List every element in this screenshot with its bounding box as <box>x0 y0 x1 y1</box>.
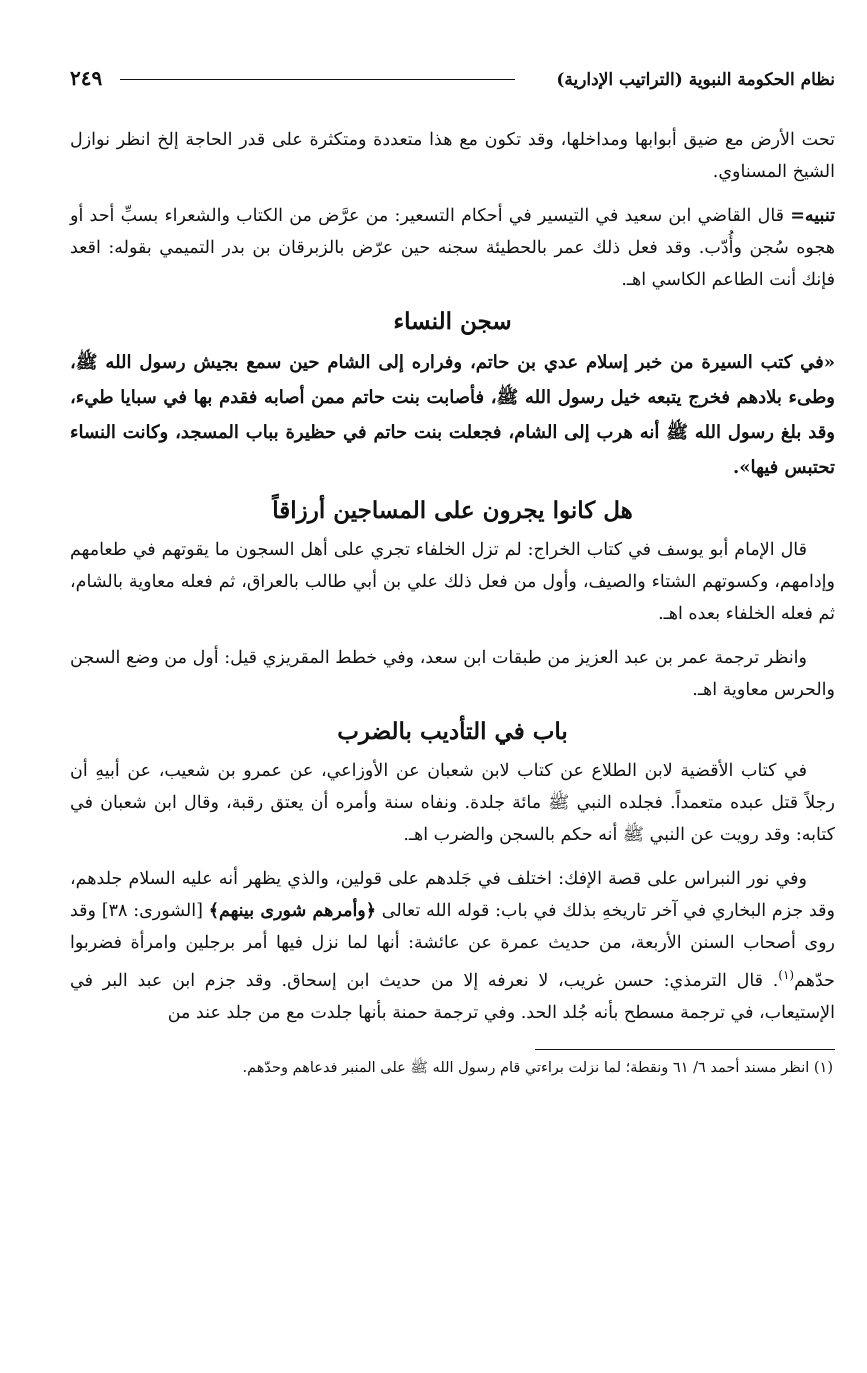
quote-adi-bin-hatim: «في كتب السيرة من خبر إسلام عدي بن حاتم، وفراره إلى الشام حين سمع بجيش رسول الله ﷺ، وطىء بلادهم فخرج يتبعه خيل رسول الله ﷺ، فأصابت بنت حاتم ممن أصابه فقدم بها في سبايا طيء، وقد بلغ رسول الله ﷺ أنه هرب إلى الشام، فجعلت بنت حاتم في حظيرة بباب المسجد، وكانت النساء تحتبس فيها». <box>70 352 835 478</box>
running-header <box>70 50 835 90</box>
paragraph-2-text: قال القاضي ابن سعيد في التيسير في أحكام التسعير: من عرَّض من الكتاب والشعراء بسبِّ أحد أو هجوه سُجن وأُدّب. وقد فعل ذلك عمر بالحطيئة سجنه حين عرّض بالزبرقان بن بدر التميمي بقوله: اقعد فإنك أنت الطاعم الكاسي اهـ. <box>70 206 835 290</box>
heading-women-prison: سجن النساء <box>393 308 512 335</box>
paragraph-3: قال الإمام أبو يوسف في كتاب الخراج: لم تزل الخلفاء تجري على أهل السجون ما يقوتهم في طعامهم وإدامهم، وكسوتهم الشتاء والصيف، وأول من فعل ذلك علي بن أبي طالب بالعراق، ثم فعله معاوية بالشام، ثم فعله الخلفاء بعده اهـ. <box>70 540 835 624</box>
footnote-reference: (١) <box>778 968 795 982</box>
paragraph-5: في كتاب الأقضية لابن الطلاع عن كتاب لابن شعبان عن الأوزاعي، عن عمرو بن شعيب، عن أبيهِ أن رجلاً قتل عبده متعمداً. فجلده النبي ﷺ مائة جلدة. ونفاه سنة وأمره أن يعتق رقبة، وقال ابن شعبان في كتابه: وقد رويت عن النبي ﷺ أنه حكم بالسجن والضرب اهـ. <box>70 761 835 845</box>
paragraph-6-part-a: وفي نور النبراس على قصة الإفك: اختلف في جَلدهم على قولين، والذي يظهر أنه عليه السلام جلدهم، وقد جزم البخاري في آخر تاريخهِ بذلك في باب: قوله الله تعالى <box>70 869 835 921</box>
paragraph-1: تحت الأرض مع ضيق أبوابها ومداخلها، وقد تكون مع هذا متعددة ومتكثرة على قدر الحاجة إلخ انظر نوازل الشيخ المسناوي. <box>70 130 835 182</box>
quran-verse: ﴿وأمرهم شورى بينهم﴾ <box>208 901 377 921</box>
note-label: تنبيه= <box>790 206 835 226</box>
paragraph-4: وانظر ترجمة عمر بن عبد العزيز من طبقات ابن سعد، وفي خطط المقريزي قيل: أول من وضع السجن والحرس معاوية اهـ. <box>70 648 835 700</box>
page-body <box>70 124 835 1029</box>
footnote-rule <box>535 1049 835 1050</box>
page-number: ٢٤٩ <box>70 66 108 90</box>
paragraph-6 <box>70 863 835 1029</box>
header-rule <box>120 79 515 80</box>
footnote: (١) انظر مسند أحمد ٦/ ٦١ ونقطة؛ لما نزلت براءتي قام رسول الله ﷺ على المنبر فدعاهم وحدّهم. <box>242 1059 833 1076</box>
paragraph-6-part-c: . قال الترمذي: حسن غريب، لا نعرفه إلا من حديث ابن إسحاق. وقد جزم ابن عبد البر في الإستيعاب، في ترجمة مسطح بأنه جُلد الحد. وفي ترجمة حمنة بأنها جلدت مع من جلد عند من <box>70 970 835 1023</box>
paragraph-6-part-b: [الشورى: ٣٨] وقد روى أصحاب السنن الأربعة، من حديث عمرة عن عائشة: أنها لما نزل فيها أمر برجلين وامرأة فضربوا حدّهم <box>70 901 835 991</box>
paragraph-2 <box>70 200 835 296</box>
document-page <box>70 50 835 1080</box>
heading-prisoners-provisions: هل كانوا يجرون على المساجين أرزاقاً <box>272 497 633 524</box>
heading-discipline-beating: باب في التأديب بالضرب <box>337 718 568 745</box>
running-title: نظام الحكومة النبوية (التراتيب الإدارية) <box>550 70 835 90</box>
